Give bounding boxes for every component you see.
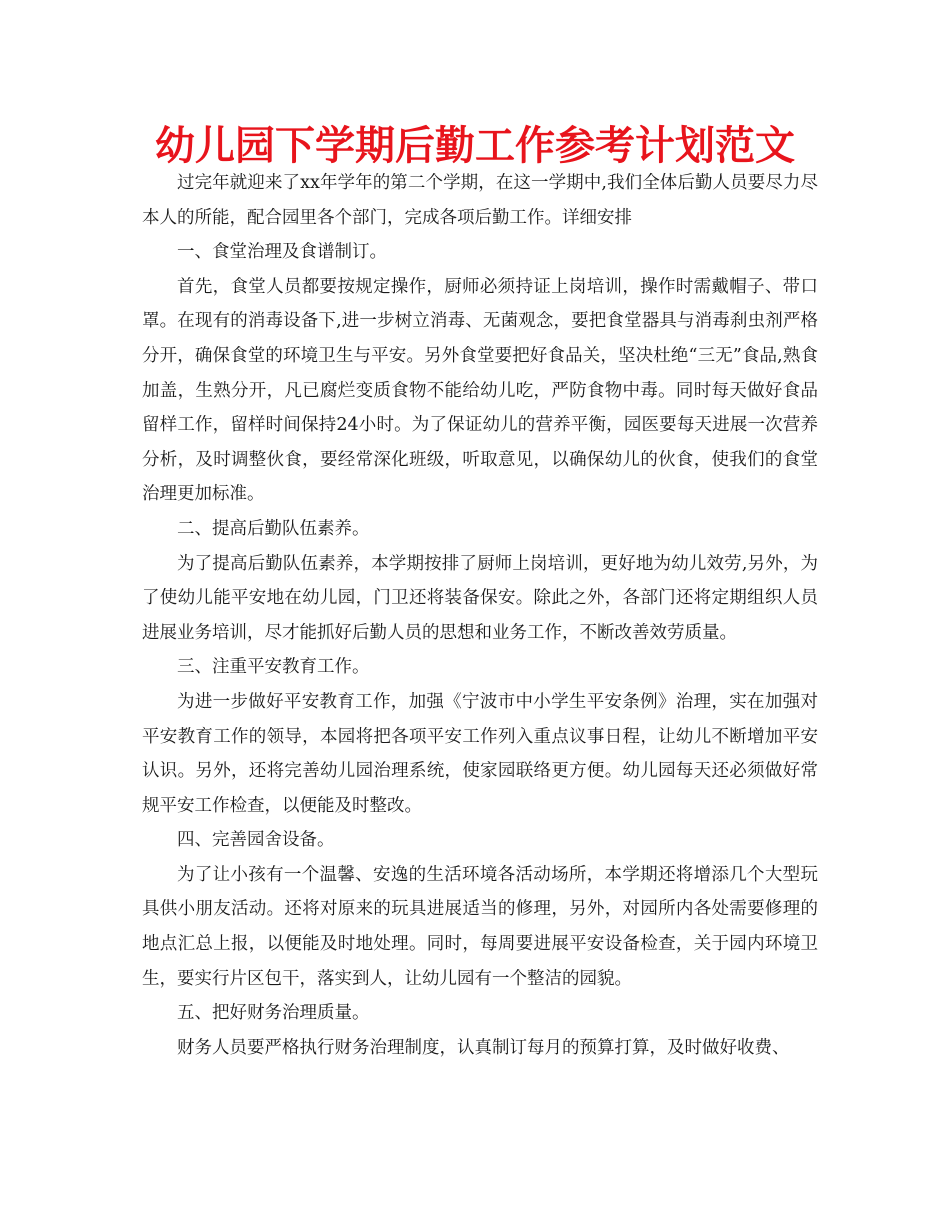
section-paragraph-2: 为了提高后勤队伍素养，本学期按排了厨师上岗培训，更好地为幼儿效劳,另外，为了使幼儿能平安地在幼儿园，门卫还将装备保安。除此之外，各部门还将定期组织人员进展业务培训，尽才能抓好后勤人员的思想和业务工作，不断改善效劳质量。 (142, 553, 818, 643)
section-heading-5: 五、把好财务治理质量。 (177, 1003, 370, 1024)
section-heading-3: 三、注重平安教育工作。 (177, 657, 370, 678)
section-heading-1: 一、食堂治理及食谱制订。 (177, 242, 387, 263)
section-paragraph-4: 为了让小孩有一个温馨、安逸的生活环境各活动场所，本学期还将增添几个大型玩具供小朋友活动。还将对原来的玩具进展适当的修理，另外，对园所内各处需要修理的地点汇总上报，以便能及时地处理。同时，每周要进展平安设备检查，关于园内环境卫生，要实行片区包干，落实到人，让幼儿园有一个整洁的园貌。 (142, 864, 818, 989)
document-title: 幼儿园下学期后勤工作参考计划范文 (155, 123, 795, 169)
document-body (142, 166, 818, 1065)
section-paragraph-3: 为进一步做好平安教育工作，加强《宁波市中小学生平安条例》治理，实在加强对平安教育工作的领导，本园将把各项平安工作列入重点议事日程，让幼儿不断增加平安认识。另外，还将完善幼儿园治理系统，使家园联络更方便。幼儿园每天还必须做好常规平安工作检查，以便能及时整改。 (142, 691, 818, 816)
section-paragraph-5: 财务人员要严格执行财务治理制度，认真制订每月的预算打算，及时做好收费、 (177, 1037, 790, 1058)
section-paragraph-1: 首先，食堂人员都要按规定操作，厨师必须持证上岗培训，操作时需戴帽子、带口罩。在现有的消毒设备下,进一步树立消毒、无菌观念，要把食堂器具与消毒刹虫剂严格分开，确保食堂的环境卫生与平安。另外食堂要把好食品关，坚决杜绝“三无”食品,熟食加盖，生熟分开，凡已腐烂变质食物不能给幼儿吃，严防食物中毒。同时每天做好食品留样工作，留样时间保持24小时。为了保证幼儿的营养平衡，园医要每天进展一次营养分析，及时调整伙食，要经常深化班级，听取意见，以确保幼儿的伙食，使我们的食堂治理更加标准。 (142, 276, 818, 505)
section-heading-4: 四、完善园舍设备。 (177, 830, 335, 851)
section-heading-2: 二、提高后勤队伍素养。 (177, 518, 370, 539)
intro-paragraph: 过完年就迎来了xx年学年的第二个学期，在这一学期中,我们全体后勤人员要尽力尽本人的所能，配合园里各个部门，完成各项后勤工作。详细安排 (142, 173, 818, 228)
